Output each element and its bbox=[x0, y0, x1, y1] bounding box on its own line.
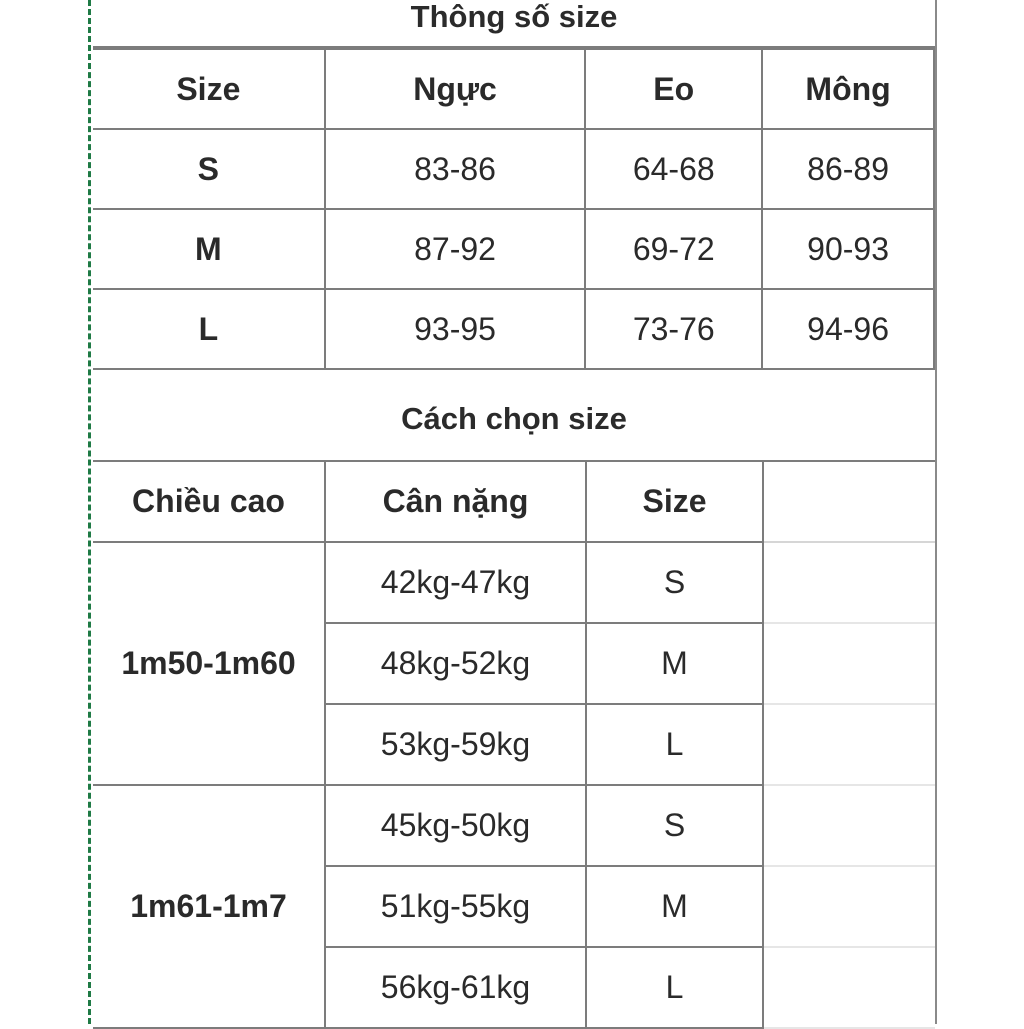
size-label: L bbox=[93, 289, 325, 369]
waist-value: 69-72 bbox=[585, 209, 762, 289]
dashed-border-left bbox=[88, 0, 91, 1024]
waist-value: 64-68 bbox=[585, 129, 762, 209]
table-row bbox=[93, 785, 935, 866]
chest-value: 93-95 bbox=[325, 289, 586, 369]
table-row bbox=[93, 542, 935, 623]
size-value: L bbox=[586, 947, 763, 1028]
size-value: M bbox=[586, 866, 763, 947]
empty-cell bbox=[763, 947, 935, 1028]
chest-value: 87-92 bbox=[325, 209, 586, 289]
size-value: S bbox=[586, 542, 763, 623]
empty-cell bbox=[763, 785, 935, 866]
waist-value: 73-76 bbox=[585, 289, 762, 369]
empty-cell bbox=[763, 866, 935, 947]
weight-range: 48kg-52kg bbox=[325, 623, 586, 704]
size-guide-title: Cách chọn size bbox=[93, 378, 935, 462]
size-value: M bbox=[586, 623, 763, 704]
header-chest: Ngực bbox=[325, 49, 586, 129]
weight-range: 42kg-47kg bbox=[325, 542, 586, 623]
table-header-row bbox=[93, 461, 935, 542]
size-spec-table bbox=[93, 48, 935, 370]
empty-cell bbox=[763, 461, 935, 542]
weight-range: 51kg-55kg bbox=[325, 866, 586, 947]
weight-range: 45kg-50kg bbox=[325, 785, 586, 866]
empty-cell bbox=[763, 542, 935, 623]
hip-value: 86-89 bbox=[762, 129, 934, 209]
size-chart bbox=[93, 0, 937, 1024]
hip-value: 90-93 bbox=[762, 209, 934, 289]
weight-range: 53kg-59kg bbox=[325, 704, 586, 785]
height-range: 1m61-1m7 bbox=[93, 785, 325, 1028]
header-height: Chiều cao bbox=[93, 461, 325, 542]
empty-cell bbox=[763, 623, 935, 704]
header-size: Size bbox=[93, 49, 325, 129]
size-value: S bbox=[586, 785, 763, 866]
empty-cell bbox=[763, 704, 935, 785]
size-value: L bbox=[586, 704, 763, 785]
chest-value: 83-86 bbox=[325, 129, 586, 209]
height-range: 1m50-1m60 bbox=[93, 542, 325, 785]
size-spec-title: Thông số size bbox=[93, 0, 935, 48]
header-waist: Eo bbox=[585, 49, 762, 129]
header-size: Size bbox=[586, 461, 763, 542]
size-label: S bbox=[93, 129, 325, 209]
hip-value: 94-96 bbox=[762, 289, 934, 369]
table-row bbox=[93, 289, 934, 369]
table-row bbox=[93, 209, 934, 289]
header-hip: Mông bbox=[762, 49, 934, 129]
table-header-row bbox=[93, 49, 934, 129]
size-label: M bbox=[93, 209, 325, 289]
header-weight: Cân nặng bbox=[325, 461, 586, 542]
size-guide-table bbox=[93, 460, 935, 1029]
table-row bbox=[93, 129, 934, 209]
weight-range: 56kg-61kg bbox=[325, 947, 586, 1028]
